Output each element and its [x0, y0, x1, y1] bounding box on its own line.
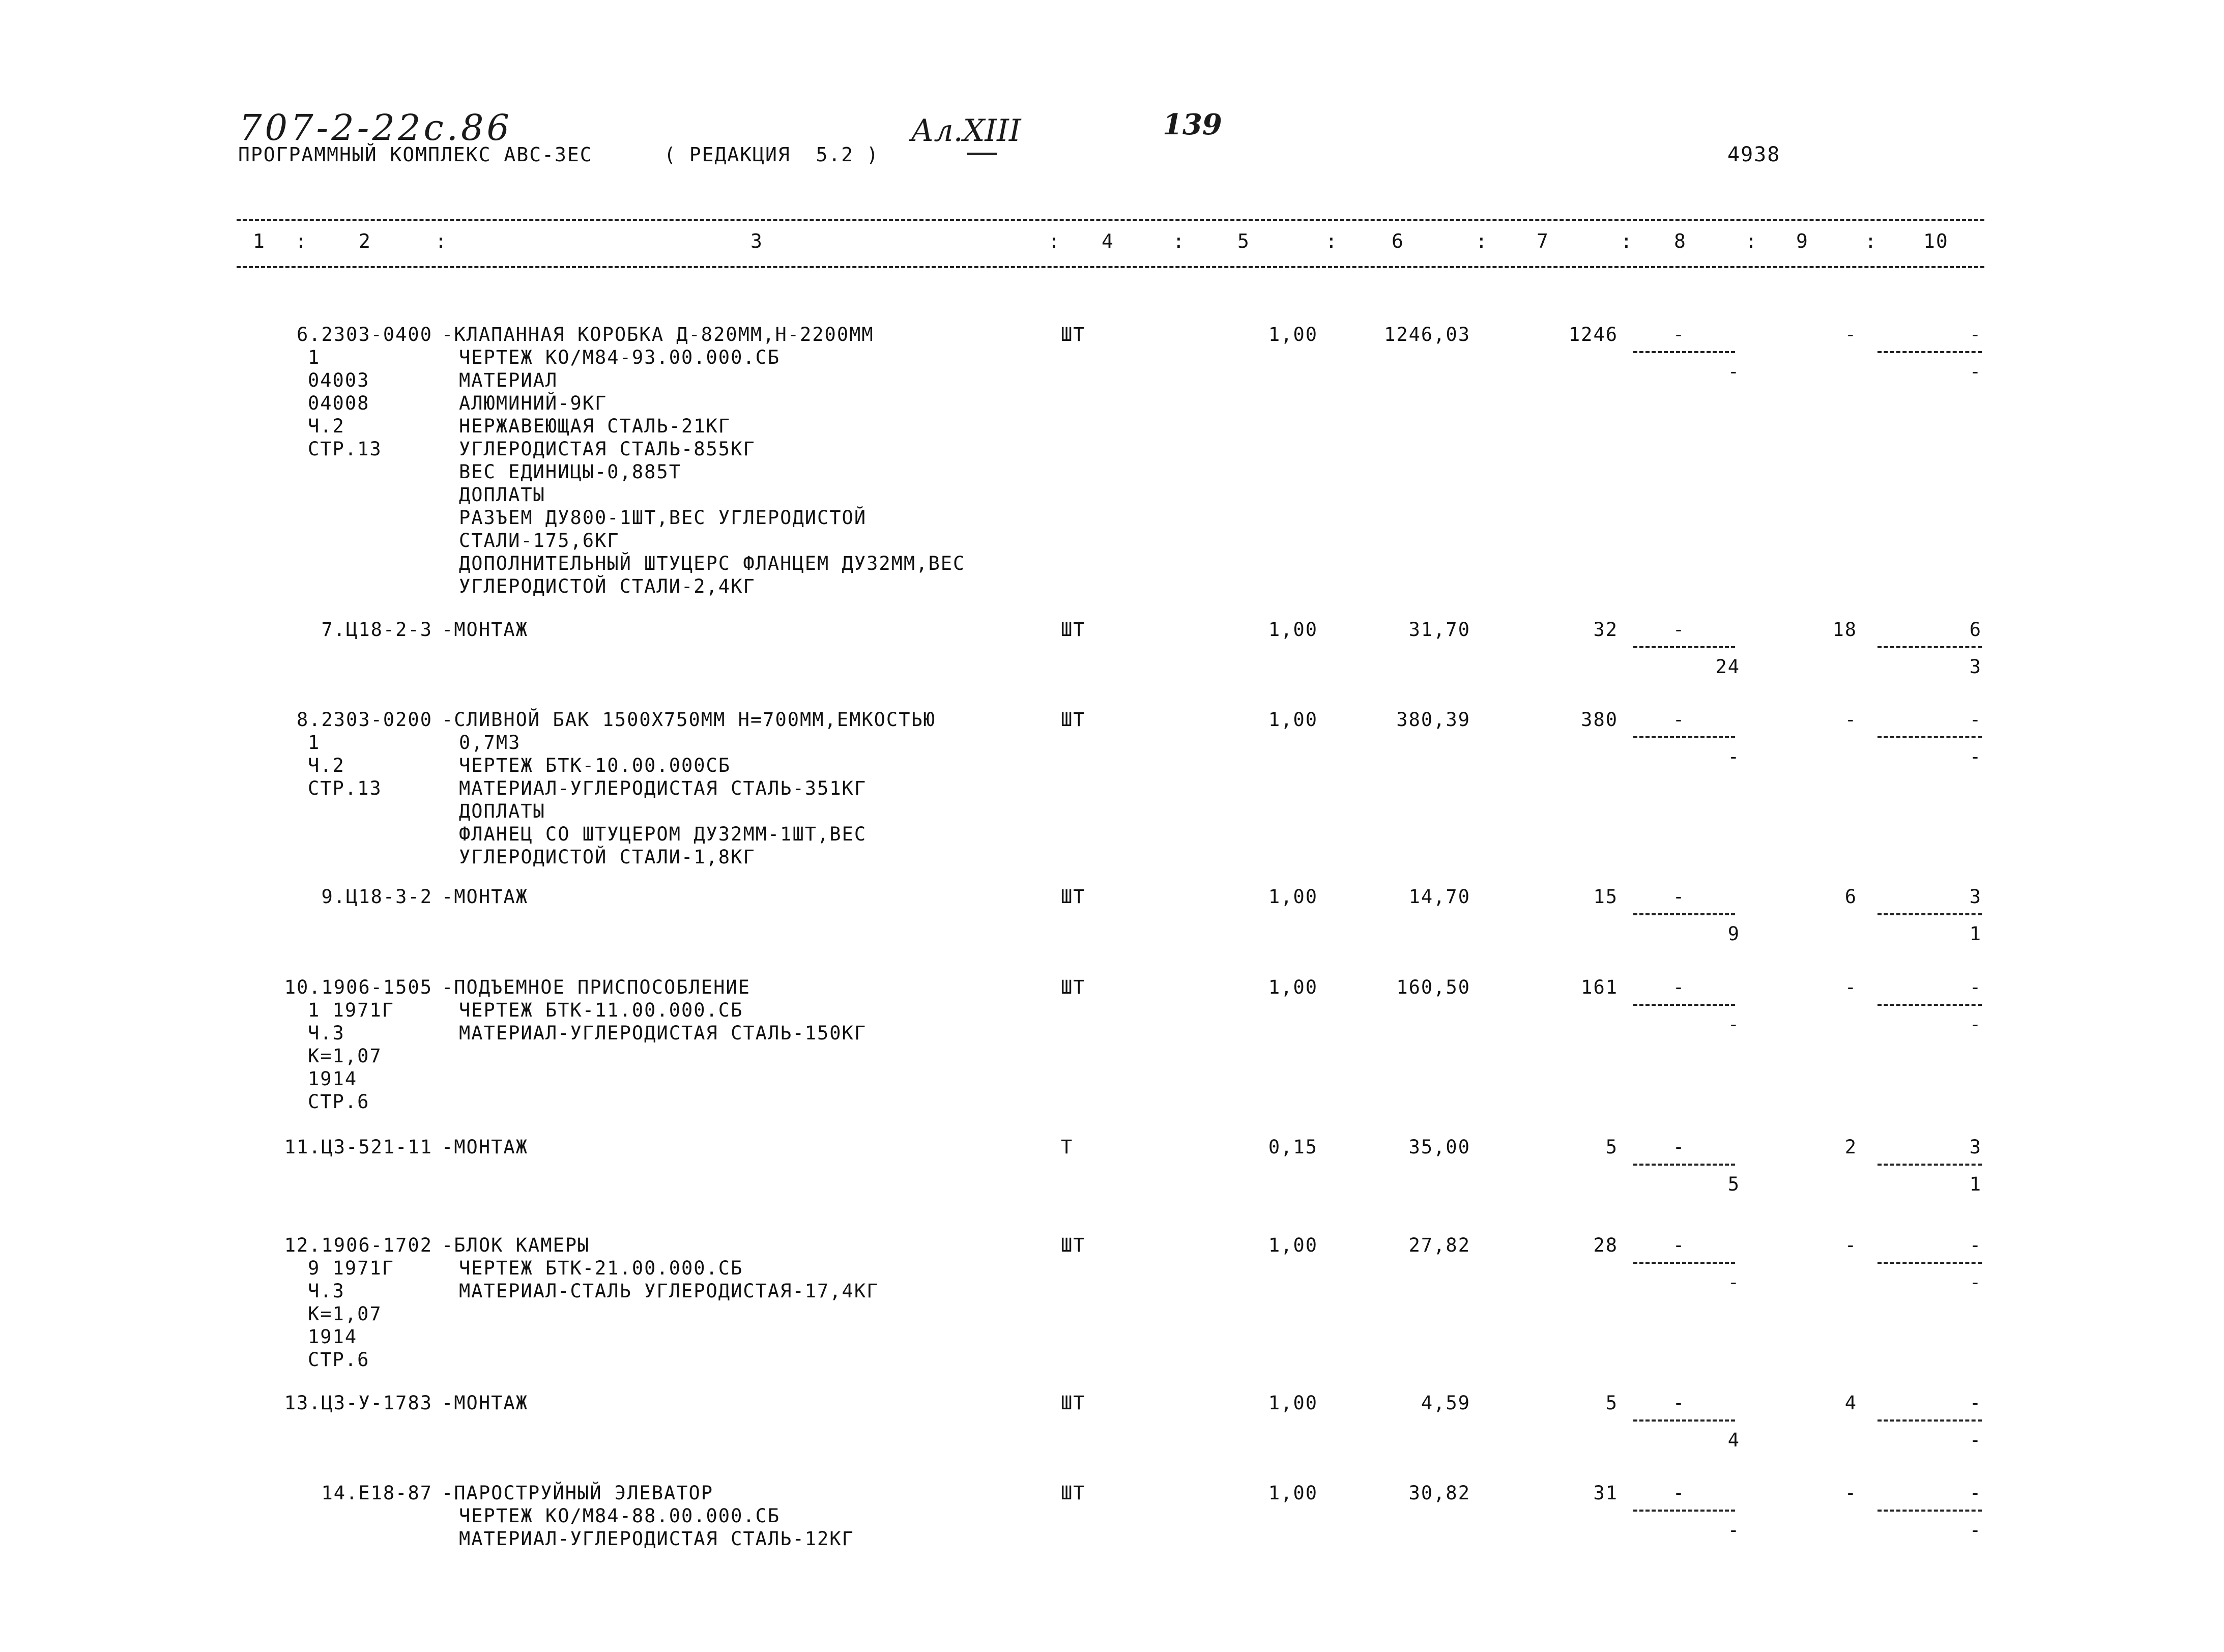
row-name: -КЛАПАННАЯ КОРОБКА Д-820ММ,Н-2200ММ [442, 324, 874, 345]
row-total: 161 [1581, 976, 1618, 998]
album-label: Ал.XIII [911, 113, 1021, 149]
col8-top: - [1672, 1136, 1686, 1158]
row-code-extra: 9 1971Г [308, 1257, 394, 1279]
column-header-10: 10 [1923, 230, 1949, 252]
header-rule-bottom [237, 266, 1984, 268]
row-total: 28 [1593, 1234, 1618, 1256]
row-description: МАТЕРИАЛ-УГЛЕРОДИСТАЯ СТАЛЬ-351КГ [459, 777, 867, 799]
table-row [0, 1482, 2224, 1550]
col9-value: 4 [1844, 1392, 1857, 1414]
row-code-extra: СТР.13 [308, 438, 382, 460]
row-description: УГЛЕРОДИСТАЯ СТАЛЬ-855КГ [459, 438, 756, 460]
row-code: 6.2303-0400 [296, 324, 432, 345]
row-description: УГЛЕРОДИСТОЙ СТАЛИ-2,4КГ [459, 575, 756, 597]
col10-top: 3 [1969, 886, 1982, 908]
row-code-extra: СТР.13 [308, 777, 382, 799]
col8-bottom: 4 [1727, 1429, 1740, 1451]
row-description: ДОПЛАТЫ [459, 800, 545, 822]
column-header-8: 8 [1674, 230, 1687, 252]
row-description: ДОПЛАТЫ [459, 484, 545, 506]
row-code-extra: 04008 [308, 392, 370, 414]
col10-fraction-line [1878, 1164, 1982, 1166]
row-code-extra: СТР.6 [308, 1091, 370, 1113]
col10-top: - [1969, 1482, 1982, 1504]
col10-bottom: - [1969, 361, 1982, 383]
col10-bottom: - [1969, 1013, 1982, 1035]
col10-top: 6 [1969, 619, 1982, 641]
col10-bottom: 1 [1969, 1173, 1982, 1195]
row-code: 7.Ц18-2-3 [321, 619, 432, 641]
row-description: МАТЕРИАЛ-УГЛЕРОДИСТАЯ СТАЛЬ-12КГ [459, 1528, 854, 1550]
row-quantity: 1,00 [1268, 1482, 1318, 1504]
column-header-1: 1 [253, 230, 266, 252]
row-description: ЧЕРТЕЖ БТК-11.00.000.СБ [459, 999, 743, 1021]
row-description: МАТЕРИАЛ-УГЛЕРОДИСТАЯ СТАЛЬ-150КГ [459, 1022, 867, 1044]
col8-bottom: - [1727, 1013, 1740, 1035]
col8-fraction-line [1633, 1164, 1735, 1166]
row-name: -МОНТАЖ [442, 1392, 528, 1414]
table-row [0, 708, 2224, 868]
row-unit-price: 4,59 [1421, 1392, 1470, 1414]
row-name: -БЛОК КАМЕРЫ [442, 1234, 590, 1256]
row-code-extra: СТР.6 [308, 1349, 370, 1371]
row-code: 11.Ц3-521-11 [284, 1136, 432, 1158]
row-code-extra: 04003 [308, 369, 370, 391]
col10-fraction-line [1878, 1004, 1982, 1006]
col10-bottom: - [1969, 746, 1982, 768]
row-quantity: 1,00 [1268, 1392, 1318, 1414]
row-unit-price: 35,00 [1408, 1136, 1470, 1158]
col8-top: - [1672, 619, 1686, 641]
col9-value: 6 [1844, 886, 1857, 908]
column-separator: : [1476, 230, 1488, 252]
row-code: 14.Е18-87 [321, 1482, 432, 1504]
column-separator: : [1865, 230, 1878, 252]
col10-top: - [1969, 1234, 1982, 1256]
row-total: 31 [1593, 1482, 1618, 1504]
sheet-number: 4938 [1727, 143, 1781, 166]
column-header-2: 2 [359, 230, 371, 252]
column-header-5: 5 [1237, 230, 1250, 252]
row-description: ЧЕРТЕЖ БТК-10.00.000СБ [459, 755, 731, 776]
col10-bottom: - [1969, 1519, 1982, 1541]
col8-bottom: 9 [1727, 923, 1740, 945]
row-description: ДОПОЛНИТЕЛЬНЫЙ ШТУЦЕРС ФЛАНЦЕМ ДУ32ММ,ВЕС [459, 553, 966, 574]
col9-value: - [1844, 1234, 1857, 1256]
col8-fraction-line [1633, 1262, 1735, 1264]
column-header-9: 9 [1796, 230, 1809, 252]
row-code-extra: 1914 [308, 1326, 358, 1348]
row-total: 1246 [1568, 324, 1618, 345]
column-header-7: 7 [1537, 230, 1549, 252]
row-total: 15 [1593, 886, 1618, 908]
col8-top: - [1672, 886, 1686, 908]
row-name: -МОНТАЖ [442, 886, 528, 908]
row-unit-price: 160,50 [1396, 976, 1470, 998]
col8-fraction-line [1633, 646, 1735, 648]
row-code: 9.Ц18-3-2 [321, 886, 432, 908]
col10-fraction-line [1878, 646, 1982, 648]
row-code: 10.1906-1505 [284, 976, 432, 998]
col10-bottom: 1 [1969, 923, 1982, 945]
column-separator: : [295, 230, 308, 252]
row-code-extra: К=1,07 [308, 1045, 382, 1067]
col10-fraction-line [1878, 1419, 1982, 1422]
table-row [0, 1136, 2224, 1195]
header-rule-top [237, 219, 1984, 221]
column-separator: : [435, 230, 448, 252]
row-description: МАТЕРИАЛ-СТАЛЬ УГЛЕРОДИСТАЯ-17,4КГ [459, 1280, 879, 1302]
col8-bottom: - [1727, 1271, 1740, 1293]
col10-top: - [1969, 324, 1982, 345]
row-total: 32 [1593, 619, 1618, 641]
row-unit: ШТ [1061, 976, 1086, 998]
row-code-extra: Ч.2 [308, 755, 345, 776]
row-name: -ПОДЪЕМНОЕ ПРИСПОСОБЛЕНИЕ [442, 976, 750, 998]
col10-bottom: - [1969, 1271, 1982, 1293]
column-separator: : [1173, 230, 1186, 252]
row-code-extra: 1914 [308, 1068, 358, 1090]
row-code: 13.Ц3-У-1783 [284, 1392, 432, 1414]
row-unit: ШТ [1061, 1392, 1086, 1414]
row-name: -МОНТАЖ [442, 1136, 528, 1158]
album-underline [967, 153, 997, 155]
row-code-extra: К=1,07 [308, 1303, 382, 1325]
col9-value: - [1844, 976, 1857, 998]
row-code: 12.1906-1702 [284, 1234, 432, 1256]
edition-label: ( РЕДАКЦИЯ 5.2 ) [664, 143, 879, 166]
table-row [0, 885, 2224, 945]
row-code-extra: Ч.3 [308, 1280, 345, 1302]
table-row [0, 976, 2224, 1113]
column-header-4: 4 [1102, 230, 1114, 252]
col8-top: - [1672, 1392, 1686, 1414]
col9-value: - [1844, 324, 1857, 345]
row-code-extra: 1 [308, 346, 321, 368]
row-description: РАЗЪЕМ ДУ800-1ШТ,ВЕС УГЛЕРОДИСТОЙ [459, 507, 867, 529]
row-quantity: 1,00 [1268, 886, 1318, 908]
row-unit-price: 30,82 [1408, 1482, 1470, 1504]
col8-bottom: 24 [1715, 656, 1740, 678]
row-unit: ШТ [1061, 324, 1086, 345]
col9-value: 2 [1844, 1136, 1857, 1158]
row-quantity: 1,00 [1268, 619, 1318, 641]
row-description: УГЛЕРОДИСТОЙ СТАЛИ-1,8КГ [459, 846, 756, 868]
row-unit-price: 1246,03 [1384, 324, 1470, 345]
row-name: -СЛИВНОЙ БАК 1500Х750ММ Н=700ММ,ЕМКОСТЬЮ [442, 709, 936, 731]
row-unit: ШТ [1061, 1234, 1086, 1256]
col10-top: - [1969, 976, 1982, 998]
col9-value: - [1844, 709, 1857, 731]
column-header-6: 6 [1392, 230, 1404, 252]
column-separator: : [1325, 230, 1338, 252]
row-unit: ШТ [1061, 886, 1086, 908]
row-description: СТАЛИ-175,6КГ [459, 530, 620, 552]
col8-bottom: - [1727, 361, 1740, 383]
row-unit-price: 27,82 [1408, 1234, 1470, 1256]
row-description: ЧЕРТЕЖ КО/М84-88.00.000.СБ [459, 1505, 781, 1527]
col10-fraction-line [1878, 351, 1982, 353]
column-separator: : [1621, 230, 1633, 252]
row-code-extra: 1 [308, 732, 321, 753]
col8-fraction-line [1633, 1510, 1735, 1512]
row-code-extra: Ч.3 [308, 1022, 345, 1044]
row-quantity: 1,00 [1268, 709, 1318, 731]
row-code-extra: 1 1971Г [308, 999, 394, 1021]
col9-value: 18 [1832, 619, 1857, 641]
row-unit-price: 380,39 [1396, 709, 1470, 731]
row-total: 5 [1605, 1136, 1618, 1158]
row-code-extra: Ч.2 [308, 415, 345, 437]
col8-top: - [1672, 709, 1686, 731]
row-total: 5 [1605, 1392, 1618, 1414]
col8-top: - [1672, 976, 1686, 998]
row-description: АЛЮМИНИЙ-9КГ [459, 392, 608, 414]
row-quantity: 1,00 [1268, 1234, 1318, 1256]
table-row [0, 1234, 2224, 1371]
row-quantity: 1,00 [1268, 324, 1318, 345]
col9-value: - [1844, 1482, 1857, 1504]
col8-bottom: - [1727, 1519, 1740, 1541]
row-description: 0,7М3 [459, 732, 521, 753]
doc-code: 707-2-22с.86 [239, 107, 513, 149]
row-description: МАТЕРИАЛ [459, 369, 558, 391]
col8-fraction-line [1633, 736, 1735, 738]
row-unit: ШТ [1061, 709, 1086, 731]
page-number: 139 [1163, 108, 1222, 141]
column-header-3: 3 [750, 230, 763, 252]
col10-top: - [1969, 709, 1982, 731]
col10-fraction-line [1878, 736, 1982, 738]
row-description: НЕРЖАВЕЮЩАЯ СТАЛЬ-21КГ [459, 415, 731, 437]
table-row [0, 618, 2224, 678]
col10-bottom: - [1969, 1429, 1982, 1451]
row-unit: Т [1061, 1136, 1074, 1158]
row-description: ЧЕРТЕЖ КО/М84-93.00.000.СБ [459, 346, 781, 368]
program-title: ПРОГРАММНЫЙ КОМПЛЕКС АВС-ЗЕС [238, 143, 593, 166]
row-description: ФЛАНЕЦ СО ШТУЦЕРОМ ДУ32ММ-1ШТ,ВЕС [459, 823, 867, 845]
column-separator: : [1745, 230, 1758, 252]
col10-bottom: 3 [1969, 656, 1982, 678]
row-code: 8.2303-0200 [296, 709, 432, 731]
row-unit: ШТ [1061, 619, 1086, 641]
col8-fraction-line [1633, 1004, 1735, 1006]
row-name: -МОНТАЖ [442, 619, 528, 641]
row-unit-price: 14,70 [1408, 886, 1470, 908]
col10-fraction-line [1878, 913, 1982, 915]
row-unit-price: 31,70 [1408, 619, 1470, 641]
col8-fraction-line [1633, 1419, 1735, 1422]
col8-fraction-line [1633, 913, 1735, 915]
row-quantity: 1,00 [1268, 976, 1318, 998]
col10-top: 3 [1969, 1136, 1982, 1158]
col10-fraction-line [1878, 1510, 1982, 1512]
row-description: ВЕС ЕДИНИЦЫ-0,885Т [459, 461, 681, 483]
col10-top: - [1969, 1392, 1982, 1414]
table-row [0, 323, 2224, 597]
row-description: ЧЕРТЕЖ БТК-21.00.000.СБ [459, 1257, 743, 1279]
col8-bottom: - [1727, 746, 1740, 768]
row-total: 380 [1581, 709, 1618, 731]
row-unit: ШТ [1061, 1482, 1086, 1504]
col8-top: - [1672, 1234, 1686, 1256]
col8-top: - [1672, 1482, 1686, 1504]
row-name: -ПАРОСТРУЙНЫЙ ЭЛЕВАТОР [442, 1482, 714, 1504]
column-separator: : [1048, 230, 1061, 252]
col8-fraction-line [1633, 351, 1735, 353]
col10-fraction-line [1878, 1262, 1982, 1264]
col8-top: - [1672, 324, 1686, 345]
table-row [0, 1392, 2224, 1451]
row-quantity: 0,15 [1268, 1136, 1318, 1158]
col8-bottom: 5 [1727, 1173, 1740, 1195]
